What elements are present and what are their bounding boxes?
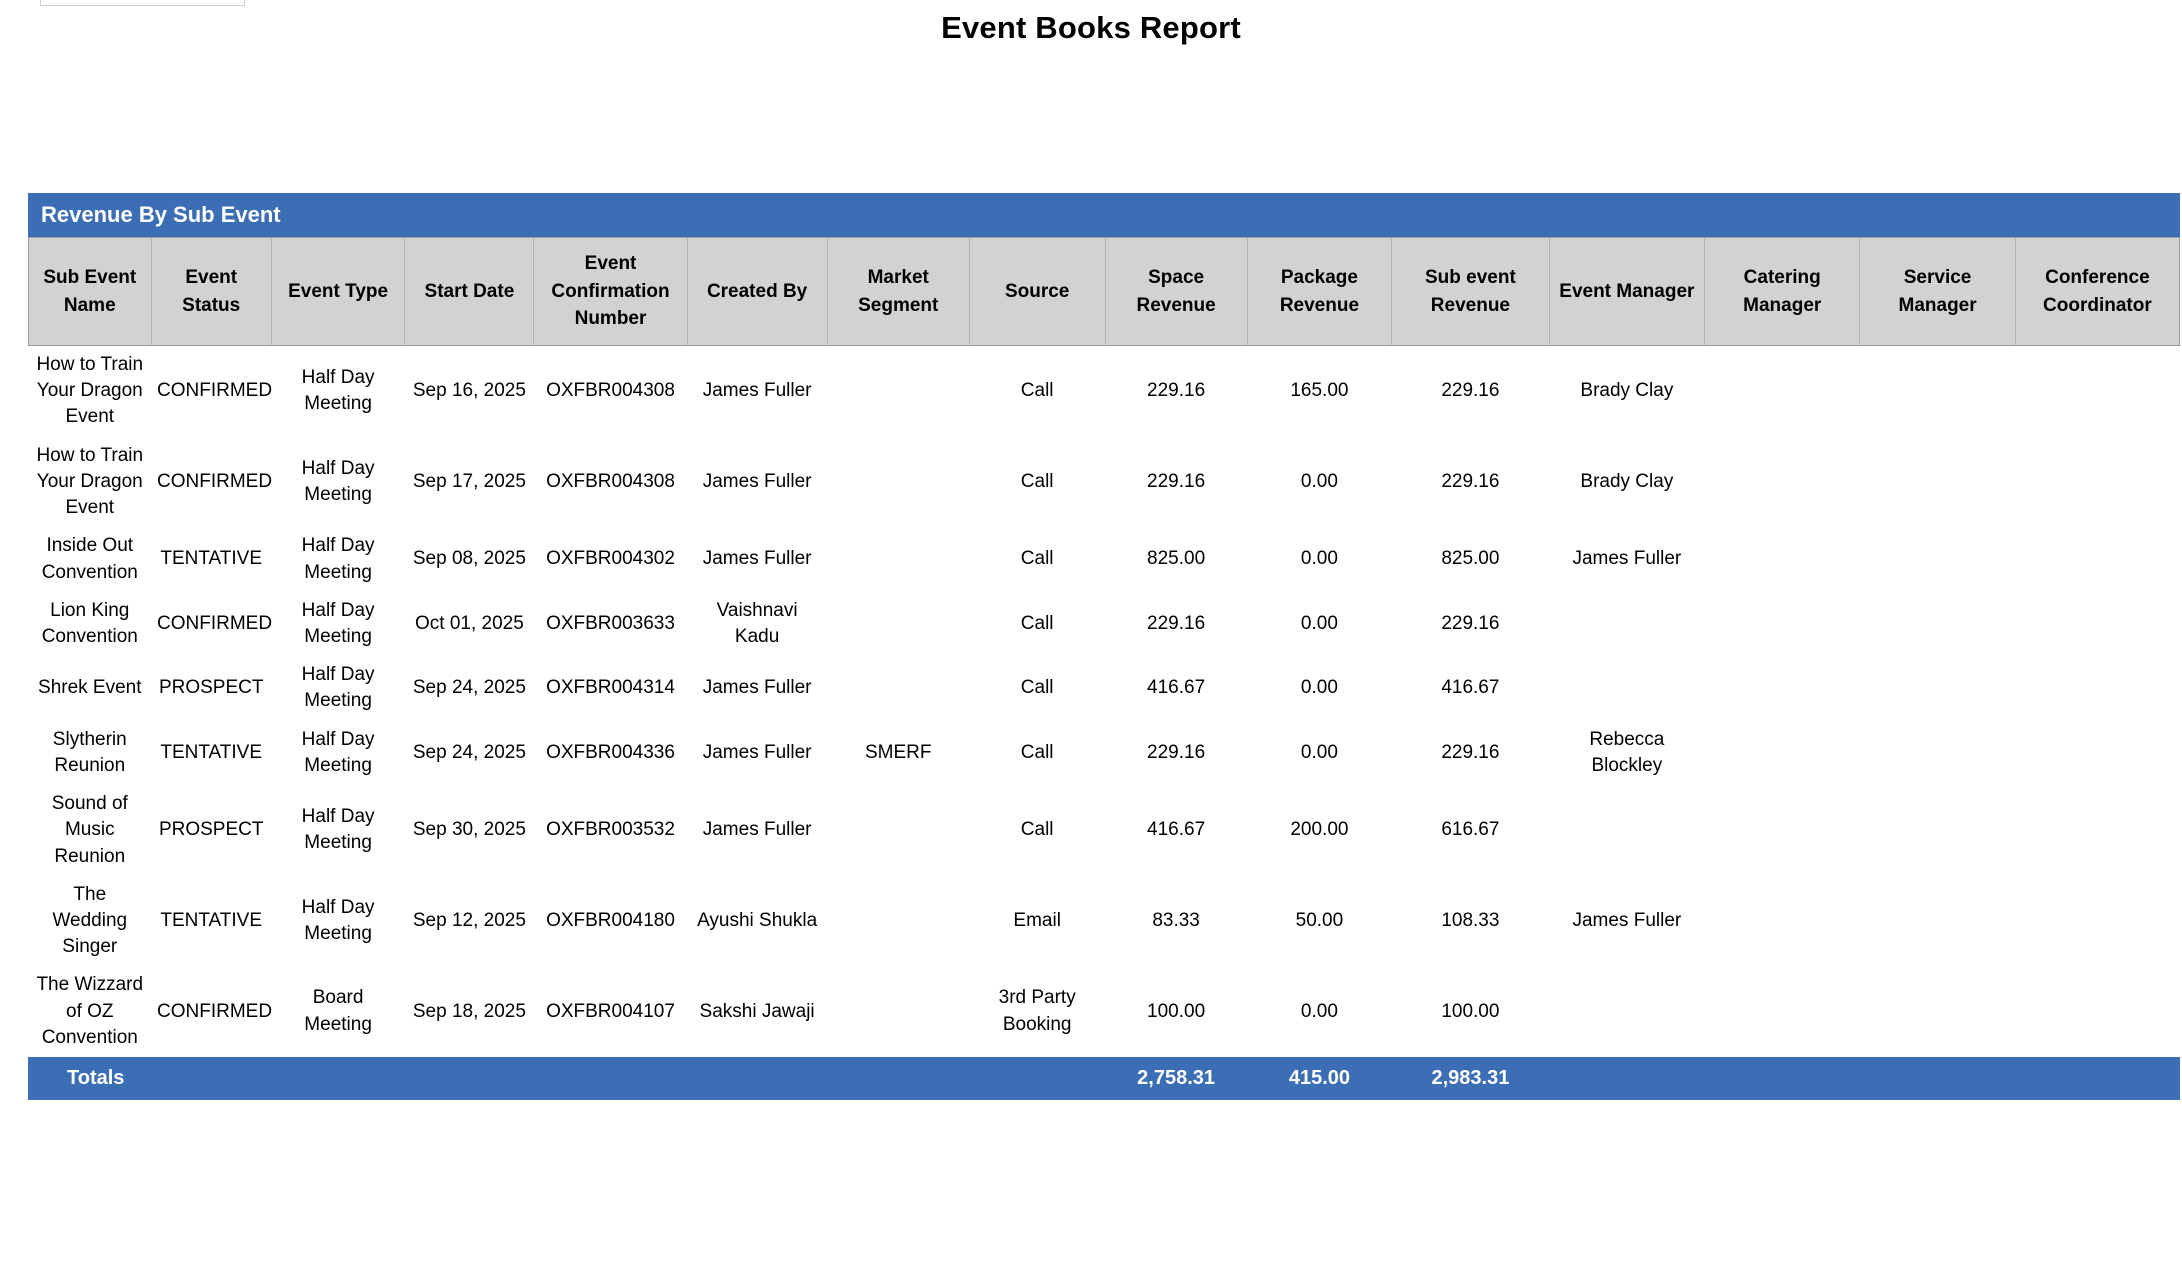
cell-source: Call xyxy=(1020,819,1054,841)
table-footer xyxy=(29,1058,2180,1100)
cell-source: Email xyxy=(1013,909,1061,931)
column-header-sub-event-revenue: Sub event Revenue xyxy=(1392,238,1550,346)
table-row xyxy=(29,876,2180,967)
table-row xyxy=(29,592,2180,656)
cell-event-type: Half Day Meeting xyxy=(301,806,375,854)
cell-event-status: CONFIRMED xyxy=(157,1000,273,1022)
totals-blank-source xyxy=(969,1058,1105,1100)
cell-conference-coordinator xyxy=(2015,656,2179,720)
cell-space-revenue: 83.33 xyxy=(1152,909,1200,931)
cell-event-type: Half Day Meeting xyxy=(301,896,375,945)
cell-sub-event-name: How to Train Your Dragon Event xyxy=(36,354,144,428)
cell-event-status: TENTATIVE xyxy=(160,909,263,931)
cell-service-manager xyxy=(1860,966,2015,1057)
cell-conference-coordinator xyxy=(2015,721,2179,785)
table-row xyxy=(29,346,2180,437)
cell-package-revenue: 0.00 xyxy=(1300,612,1338,634)
cell-event-type: Board Meeting xyxy=(304,987,372,1035)
cell-sub-event-revenue: 616.67 xyxy=(1441,819,1500,841)
cell-event-status: PROSPECT xyxy=(158,819,264,841)
cell-sub-event-name: Inside Out Convention xyxy=(41,535,138,583)
column-header-service-manager: Service Manager xyxy=(1860,238,2015,346)
totals-package-revenue: 415.00 xyxy=(1247,1058,1391,1100)
cell-event-status: PROSPECT xyxy=(158,677,264,699)
totals-blank-event-status xyxy=(151,1058,271,1100)
section-band-label: Revenue By Sub Event xyxy=(29,194,2180,238)
cell-space-revenue: 229.16 xyxy=(1147,470,1206,492)
table-row xyxy=(29,527,2180,591)
cell-package-revenue: 165.00 xyxy=(1290,380,1349,402)
cell-market-segment xyxy=(827,656,969,720)
cell-event-type: Half Day Meeting xyxy=(301,728,375,776)
cell-service-manager xyxy=(1860,346,2015,437)
column-header-event-confirmation-number: Event Confirmation Number xyxy=(534,238,687,346)
cell-event-manager: James Fuller xyxy=(1572,548,1682,570)
cell-event-confirmation-number: OXFBR004107 xyxy=(546,1000,675,1022)
cell-start-date: Sep 24, 2025 xyxy=(412,741,526,763)
cell-source: Call xyxy=(1020,612,1054,634)
cell-service-manager xyxy=(1860,721,2015,785)
cell-created-by: Ayushi Shukla xyxy=(697,909,818,931)
cell-created-by: James Fuller xyxy=(702,677,812,699)
cell-event-type: Half Day Meeting xyxy=(301,535,375,583)
cell-catering-manager xyxy=(1705,785,1860,876)
cell-sub-event-name: Lion King Convention xyxy=(41,599,138,647)
cell-package-revenue: 0.00 xyxy=(1300,677,1338,699)
column-header-market-segment: Market Segment xyxy=(827,238,969,346)
cell-conference-coordinator xyxy=(2015,527,2179,591)
cell-package-revenue: 0.00 xyxy=(1300,470,1338,492)
cell-event-type: Half Day Meeting xyxy=(301,367,375,415)
cell-event-manager: James Fuller xyxy=(1572,909,1682,931)
cell-event-confirmation-number: OXFBR004302 xyxy=(546,548,675,570)
totals-blank-catering-manager xyxy=(1705,1058,1860,1100)
cell-conference-coordinator xyxy=(2015,966,2179,1057)
table-row xyxy=(29,437,2180,528)
cell-catering-manager xyxy=(1705,876,1860,967)
column-header-event-type: Event Type xyxy=(271,238,404,346)
cell-service-manager xyxy=(1860,527,2015,591)
totals-blank-event-confirmation-number xyxy=(534,1058,687,1100)
cell-event-type: Half Day Meeting xyxy=(301,664,375,712)
column-header-package-revenue: Package Revenue xyxy=(1247,238,1391,346)
cell-package-revenue: 0.00 xyxy=(1300,741,1338,763)
cell-sub-event-revenue: 108.33 xyxy=(1441,909,1500,931)
cell-source: Call xyxy=(1020,548,1054,570)
cell-service-manager xyxy=(1860,876,2015,967)
table-row xyxy=(29,785,2180,876)
totals-sub-event-revenue: 2,983.31 xyxy=(1392,1058,1550,1100)
cell-conference-coordinator xyxy=(2015,592,2179,656)
cell-start-date: Sep 24, 2025 xyxy=(412,677,526,699)
cell-market-segment xyxy=(827,346,969,437)
cell-event-manager: Brady Clay xyxy=(1580,470,1674,492)
totals-blank-market-segment xyxy=(827,1058,969,1100)
column-header-catering-manager: Catering Manager xyxy=(1705,238,1860,346)
cell-event-type: Half Day Meeting xyxy=(301,457,375,505)
cell-package-revenue: 0.00 xyxy=(1300,1000,1338,1022)
cell-sub-event-name: Sound of Music Reunion xyxy=(51,793,128,867)
cell-space-revenue: 229.16 xyxy=(1147,380,1206,402)
cell-conference-coordinator xyxy=(2015,437,2179,528)
page-header-stub xyxy=(40,0,245,6)
cell-event-status: TENTATIVE xyxy=(160,741,263,763)
cell-sub-event-revenue: 416.67 xyxy=(1441,677,1500,699)
cell-space-revenue: 100.00 xyxy=(1147,1000,1206,1022)
cell-conference-coordinator xyxy=(2015,346,2179,437)
cell-event-manager: Rebecca Blockley xyxy=(1589,728,1665,776)
cell-event-status: CONFIRMED xyxy=(157,470,273,492)
cell-package-revenue: 200.00 xyxy=(1290,819,1349,841)
cell-created-by: James Fuller xyxy=(702,548,812,570)
cell-created-by: James Fuller xyxy=(702,380,812,402)
cell-space-revenue: 229.16 xyxy=(1147,741,1206,763)
cell-space-revenue: 416.67 xyxy=(1147,819,1206,841)
totals-blank-service-manager xyxy=(1860,1058,2015,1100)
cell-package-revenue: 0.00 xyxy=(1300,548,1338,570)
section-band-row xyxy=(29,194,2180,238)
cell-event-type: Half Day Meeting xyxy=(301,599,375,647)
cell-space-revenue: 825.00 xyxy=(1147,548,1206,570)
revenue-by-sub-event-table-wrapper xyxy=(28,193,2180,1100)
column-header-event-manager: Event Manager xyxy=(1549,238,1704,346)
cell-event-status: CONFIRMED xyxy=(157,380,273,402)
cell-event-status: CONFIRMED xyxy=(157,612,273,634)
totals-blank-event-type xyxy=(271,1058,404,1100)
cell-event-confirmation-number: OXFBR004336 xyxy=(546,741,675,763)
totals-blank-created-by xyxy=(687,1058,827,1100)
column-header-space-revenue: Space Revenue xyxy=(1105,238,1247,346)
cell-market-segment xyxy=(827,785,969,876)
cell-event-manager xyxy=(1549,785,1704,876)
cell-start-date: Sep 16, 2025 xyxy=(412,380,526,402)
cell-source: 3rd Party Booking xyxy=(998,987,1076,1035)
cell-conference-coordinator xyxy=(2015,876,2179,967)
cell-sub-event-name: The Wizzard of OZ Convention xyxy=(36,974,144,1048)
table-body xyxy=(29,346,2180,1058)
cell-market-segment xyxy=(827,876,969,967)
cell-sub-event-revenue: 229.16 xyxy=(1441,470,1500,492)
cell-created-by: James Fuller xyxy=(702,470,812,492)
revenue-by-sub-event-table xyxy=(28,193,2180,1100)
cell-created-by: James Fuller xyxy=(702,741,812,763)
cell-market-segment: SMERF xyxy=(864,741,932,763)
cell-event-manager: Brady Clay xyxy=(1580,380,1674,402)
table-row xyxy=(29,721,2180,785)
cell-service-manager xyxy=(1860,785,2015,876)
cell-catering-manager xyxy=(1705,527,1860,591)
page-title: Event Books Report xyxy=(941,10,1241,45)
column-header-created-by: Created By xyxy=(687,238,827,346)
cell-sub-event-revenue: 229.16 xyxy=(1441,380,1500,402)
cell-sub-event-revenue: 100.00 xyxy=(1441,1000,1500,1022)
cell-event-manager xyxy=(1549,656,1704,720)
cell-created-by: Sakshi Jawaji xyxy=(699,1000,815,1022)
column-header-start-date: Start Date xyxy=(405,238,534,346)
cell-sub-event-revenue: 229.16 xyxy=(1441,612,1500,634)
column-header-sub-event-name: Sub Event Name xyxy=(29,238,152,346)
cell-source: Call xyxy=(1020,470,1054,492)
cell-source: Call xyxy=(1020,741,1054,763)
cell-service-manager xyxy=(1860,592,2015,656)
totals-row xyxy=(29,1058,2180,1100)
cell-market-segment xyxy=(827,966,969,1057)
cell-source: Call xyxy=(1020,380,1054,402)
cell-start-date: Sep 30, 2025 xyxy=(412,819,526,841)
cell-sub-event-name: Shrek Event xyxy=(38,677,142,699)
cell-event-manager xyxy=(1549,592,1704,656)
cell-catering-manager xyxy=(1705,656,1860,720)
cell-space-revenue: 416.67 xyxy=(1147,677,1206,699)
totals-label: Totals xyxy=(29,1058,152,1100)
cell-event-status: TENTATIVE xyxy=(160,548,263,570)
cell-sub-event-name: How to Train Your Dragon Event xyxy=(36,444,144,519)
table-row xyxy=(29,656,2180,720)
cell-package-revenue: 50.00 xyxy=(1295,909,1344,931)
table-header-row xyxy=(29,238,2180,346)
column-header-source: Source xyxy=(969,238,1105,346)
column-header-conference-coordinator: Conference Coordinator xyxy=(2015,238,2179,346)
table-row xyxy=(29,966,2180,1057)
cell-catering-manager xyxy=(1705,437,1860,528)
cell-start-date: Sep 18, 2025 xyxy=(412,1000,526,1022)
cell-market-segment xyxy=(827,527,969,591)
cell-space-revenue: 229.16 xyxy=(1147,612,1206,634)
cell-service-manager xyxy=(1860,656,2015,720)
cell-created-by: Vaishnavi Kadu xyxy=(716,599,798,647)
cell-sub-event-revenue: 825.00 xyxy=(1441,548,1500,570)
cell-sub-event-name: The Wedding Singer xyxy=(52,883,128,958)
cell-event-confirmation-number: OXFBR003633 xyxy=(546,612,675,634)
cell-event-confirmation-number: OXFBR004308 xyxy=(546,470,675,492)
cell-start-date: Sep 08, 2025 xyxy=(412,548,526,570)
totals-blank-conference-coordinator xyxy=(2015,1058,2179,1100)
cell-start-date: Oct 01, 2025 xyxy=(414,612,524,634)
totals-blank-event-manager xyxy=(1549,1058,1704,1100)
cell-source: Call xyxy=(1020,677,1054,699)
cell-catering-manager xyxy=(1705,966,1860,1057)
totals-blank-start-date xyxy=(405,1058,534,1100)
cell-start-date: Sep 17, 2025 xyxy=(412,470,526,492)
cell-event-confirmation-number: OXFBR004314 xyxy=(546,677,675,699)
cell-start-date: Sep 12, 2025 xyxy=(412,909,526,931)
cell-event-confirmation-number: OXFBR004180 xyxy=(546,909,675,931)
cell-market-segment xyxy=(827,592,969,656)
totals-space-revenue: 2,758.31 xyxy=(1105,1058,1247,1100)
cell-sub-event-revenue: 229.16 xyxy=(1441,741,1500,763)
cell-market-segment xyxy=(827,437,969,528)
cell-sub-event-name: Slytherin Reunion xyxy=(52,728,127,776)
cell-catering-manager xyxy=(1705,721,1860,785)
cell-conference-coordinator xyxy=(2015,785,2179,876)
cell-event-confirmation-number: OXFBR004308 xyxy=(546,380,675,402)
cell-created-by: James Fuller xyxy=(702,819,812,841)
cell-event-confirmation-number: OXFBR003532 xyxy=(546,819,675,841)
cell-catering-manager xyxy=(1705,346,1860,437)
column-header-event-status: Event Status xyxy=(151,238,271,346)
cell-event-manager xyxy=(1549,966,1704,1057)
cell-service-manager xyxy=(1860,437,2015,528)
cell-catering-manager xyxy=(1705,592,1860,656)
